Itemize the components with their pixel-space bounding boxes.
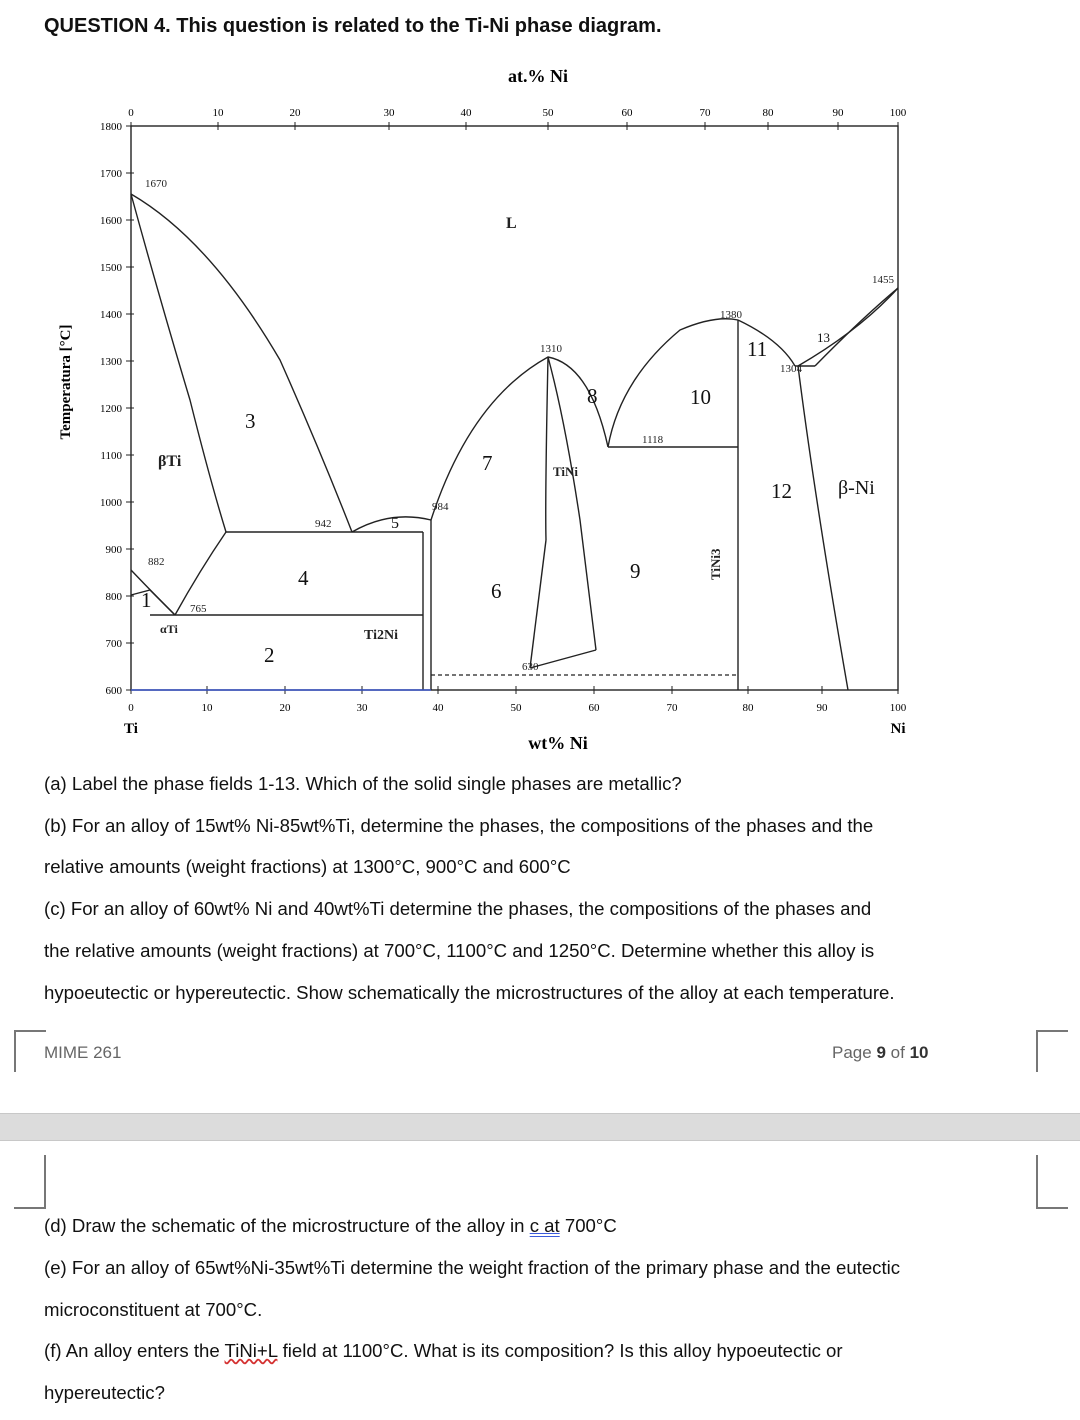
temp-630: 630 <box>522 661 539 673</box>
top-tick-label: 70 <box>699 107 711 119</box>
bottom-tick-label: 100 <box>889 702 907 714</box>
label-beta-ni: β-Ni <box>838 477 875 499</box>
label-alpha-ti: αTi <box>160 622 178 636</box>
temp-1310: 1310 <box>540 343 562 355</box>
field-5: 5 <box>391 515 399 532</box>
label-ti2ni: Ti2Ni <box>364 628 398 643</box>
bottom-tick-label: 50 <box>510 702 522 714</box>
top-tick-label: 10 <box>212 107 224 119</box>
temp-1118: 1118 <box>642 434 664 446</box>
field-2: 2 <box>264 643 275 667</box>
temp-tick-label: 1000 <box>100 497 122 509</box>
temp-1380: 1380 <box>720 309 742 321</box>
field-7: 7 <box>482 451 493 475</box>
bottom-tick-label: 80 <box>742 702 754 714</box>
label-beta-ti: βTi <box>158 453 182 470</box>
bottom-axis-label: wt% Ni <box>528 733 588 753</box>
question-d-ref: c at <box>529 1215 560 1236</box>
temp-tick-label: 1500 <box>100 262 122 274</box>
top-tick-label: 90 <box>832 107 844 119</box>
top-tick-label: 20 <box>289 107 301 119</box>
temp-942: 942 <box>315 518 332 530</box>
label-liquid: L <box>506 215 517 232</box>
page-corner-bottom-left <box>14 1155 46 1209</box>
field-1: 1 <box>141 588 152 612</box>
temp-tick-label: 600 <box>105 685 122 697</box>
field-8: 8 <box>587 384 598 408</box>
bottom-tick-label: 10 <box>201 702 213 714</box>
temp-tick-label: 1700 <box>100 168 122 180</box>
page-total: 10 <box>909 1043 929 1062</box>
temp-tick-label: 1100 <box>100 450 122 462</box>
question-f-rest: field at 1100°C. What is its composition? Is this alloy hypoeutectic or <box>282 1340 843 1361</box>
question-d-text: (d) Draw the schematic of the microstructure of the alloy in <box>44 1215 525 1236</box>
field-13: 13 <box>817 330 830 345</box>
phase-boundaries <box>131 126 898 690</box>
temp-tick-label: 1200 <box>100 403 122 415</box>
top-axis-label: at.% Ni <box>508 66 568 86</box>
top-tick-label: 40 <box>460 107 472 119</box>
top-tick-label: 0 <box>128 107 134 119</box>
temp-1304: 1304 <box>780 363 802 375</box>
question-title: QUESTION 4. This question is related to the Ti-Ni phase diagram. <box>44 15 662 37</box>
question-d <box>44 1214 617 1238</box>
field-3: 3 <box>245 409 256 433</box>
top-tick-label: 80 <box>762 107 774 119</box>
temp-984: 984 <box>432 501 449 513</box>
ni-label: Ni <box>890 721 906 737</box>
question-f-text: (f) An alloy enters the <box>44 1340 220 1361</box>
temp-1670: 1670 <box>145 178 167 190</box>
y-axis-label: Temperatura [°C] <box>58 324 74 440</box>
field-11: 11 <box>747 337 768 361</box>
top-tick-label: 60 <box>621 107 633 119</box>
temp-tick-label: 900 <box>105 544 122 556</box>
question-e-line2: microconstituent at 700°C. <box>44 1299 263 1320</box>
page-number: 9 <box>876 1043 886 1062</box>
field-10: 10 <box>690 385 711 409</box>
page-corner-top-right <box>1036 1030 1068 1072</box>
top-tick-label: 30 <box>383 107 395 119</box>
question-a: (a) Label the phase fields 1-13. Which of the solid single phases are metallic? <box>44 773 682 794</box>
top-tick-label: 100 <box>889 107 907 119</box>
temp-tick-label: 1600 <box>100 215 122 227</box>
question-c-line1: (c) For an alloy of 60wt% Ni and 40wt%Ti determine the phases, the compositions of the phases and <box>44 898 872 919</box>
temp-tick-label: 800 <box>105 591 122 603</box>
bottom-tick-label: 20 <box>279 702 291 714</box>
field-9: 9 <box>630 559 641 583</box>
top-tick-label: 50 <box>542 107 554 119</box>
page-prefix: Page <box>832 1043 872 1062</box>
question-c-line3: hypoeutectic or hypereutectic. Show schematically the microstructures of the alloy at each temperature. <box>44 982 895 1003</box>
question-f-line1 <box>44 1339 843 1363</box>
footer-course: MIME 261 <box>44 1043 122 1062</box>
bottom-tick-label: 0 <box>128 702 134 714</box>
question-d-temp: 700°C <box>564 1215 617 1236</box>
field-6: 6 <box>491 579 502 603</box>
temp-882: 882 <box>148 556 165 568</box>
question-f-ref: TiNi+L <box>224 1340 278 1361</box>
field-12: 12 <box>771 479 792 503</box>
temp-tick-label: 1300 <box>100 356 122 368</box>
label-tini: TiNi <box>553 464 579 479</box>
temperature-ticks <box>100 121 134 697</box>
temp-765: 765 <box>190 603 207 615</box>
temp-tick-label: 1400 <box>100 309 122 321</box>
temp-tick-label: 1800 <box>100 121 122 133</box>
temp-tick-label: 700 <box>105 638 122 650</box>
temp-1455: 1455 <box>872 274 894 286</box>
question-f-line2: hypereutectic? <box>44 1382 165 1403</box>
question-e-line1: (e) For an alloy of 65wt%Ni-35wt%Ti determine the weight fraction of the primary phase and the eutectic <box>44 1257 901 1278</box>
bottom-tick-label: 40 <box>432 702 444 714</box>
question-b-line2: relative amounts (weight fractions) at 1300°C, 900°C and 600°C <box>44 856 571 877</box>
page-of: of <box>890 1043 905 1062</box>
bottom-tick-label: 30 <box>356 702 368 714</box>
bottom-tick-label: 60 <box>588 702 600 714</box>
question-b-line1: (b) For an alloy of 15wt% Ni-85wt%Ti, determine the phases, the compositions of the phases and the <box>44 815 874 836</box>
bottom-tick-label: 70 <box>666 702 678 714</box>
ti-label: Ti <box>124 721 138 737</box>
field-4: 4 <box>298 566 309 590</box>
page-corner-top-left <box>14 1030 46 1072</box>
bottom-tick-label: 90 <box>816 702 828 714</box>
question-c-line2: the relative amounts (weight fractions) at 700°C, 1100°C and 1250°C. Determine whether this alloy is <box>44 940 875 961</box>
page-corner-bottom-right <box>1036 1155 1068 1209</box>
footer-page <box>832 1043 928 1063</box>
page-gap <box>0 1113 1080 1141</box>
label-tini3: TiNi3 <box>708 548 723 580</box>
